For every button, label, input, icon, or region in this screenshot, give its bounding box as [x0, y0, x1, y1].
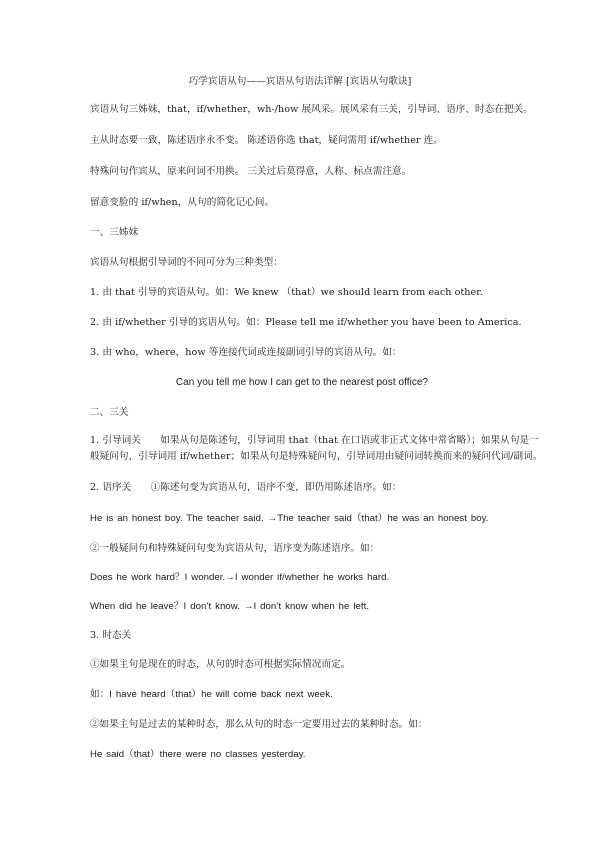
tense-rule-present: ①如果主句是现在的时态，从句的时态可根据实际情况而定。: [90, 659, 351, 670]
section1-intro: 宾语从句根据引导词的不同可分为三种类型：: [90, 257, 283, 268]
section-heading-three-checks: 二、三关: [90, 407, 129, 418]
word-order-check: 2. 语序关 ①陈述句变为宾语从句，语序不变，即仍用陈述语序。如：: [90, 482, 402, 493]
connector-check-line-2: 般疑问句，引导词用 if/whether；如果从句是特殊疑问句，引导词用由疑问词转换而来的疑问代词/副词。: [90, 451, 543, 462]
connector-check-line-1: 1. 引导词关 如果从句是陈述句，引导词用 that（that 在口语或非正式文体中常省略）；如果从句是一: [90, 435, 539, 446]
word-order-example: He is an honest boy. The teacher said. →The teacher said（that）he was an honest boy.: [90, 513, 489, 524]
question-order-example-1: Does he work hard？I wonder.→I wonder if/whether he works hard.: [90, 572, 390, 583]
tense-check-heading: 3. 时态关: [90, 630, 132, 641]
section-heading-three-sisters: 一、三姊妹: [90, 227, 139, 238]
tense-past-example: He said（that）there were no classes yesterday.: [90, 749, 306, 760]
document-title: 巧学宾语从句——宾语从句语法详解 [宾语从句歌诀]: [188, 76, 412, 87]
section1-item-3: 3. 由 who，where，how 等连接代词或连接副词引导的宾语从句。如：: [90, 347, 402, 358]
question-order-rule: ②一般疑问句和特殊疑问句变为宾语从句，语序变为陈述语序。如：: [90, 543, 380, 554]
rhyme-line-3: 特殊问句作宾从，原来问词不用换。 三关过后莫得意，人称、标点需注意。: [90, 166, 412, 177]
tense-present-example: 如：I have heard（that）he will come back next week.: [90, 689, 333, 700]
section1-item-2: 2. 由 if/whether 引导的宾语从句。如：Please tell me if/whether you have been to America.: [90, 317, 522, 328]
rhyme-line-2: 主从时态要一致，陈述语序永不变。 陈述语你选 that，疑问需用 if/whether 连。: [90, 135, 443, 146]
question-order-example-2: When did he leave？I don’t know. →I don’t know when he left.: [90, 601, 370, 612]
rhyme-line-1: 宾语从句三姊妹，that，if/whether，wh-/how 展风采。展风采有三关，引导词、语序、时态在把关。: [90, 104, 533, 115]
section1-example: Can you tell me how I can get to the nearest post office?: [175, 377, 429, 388]
rhyme-line-4: 留意变脸的 if/when，从句的简化记心间。: [90, 197, 275, 208]
tense-rule-past: ②如果主句是过去的某种时态，那么从句的时态一定要用过去的某种时态。如：: [90, 719, 428, 730]
section1-item-1: 1. 由 that 引导的宾语从句。如：We knew （that）we should learn from each other.: [90, 287, 483, 298]
